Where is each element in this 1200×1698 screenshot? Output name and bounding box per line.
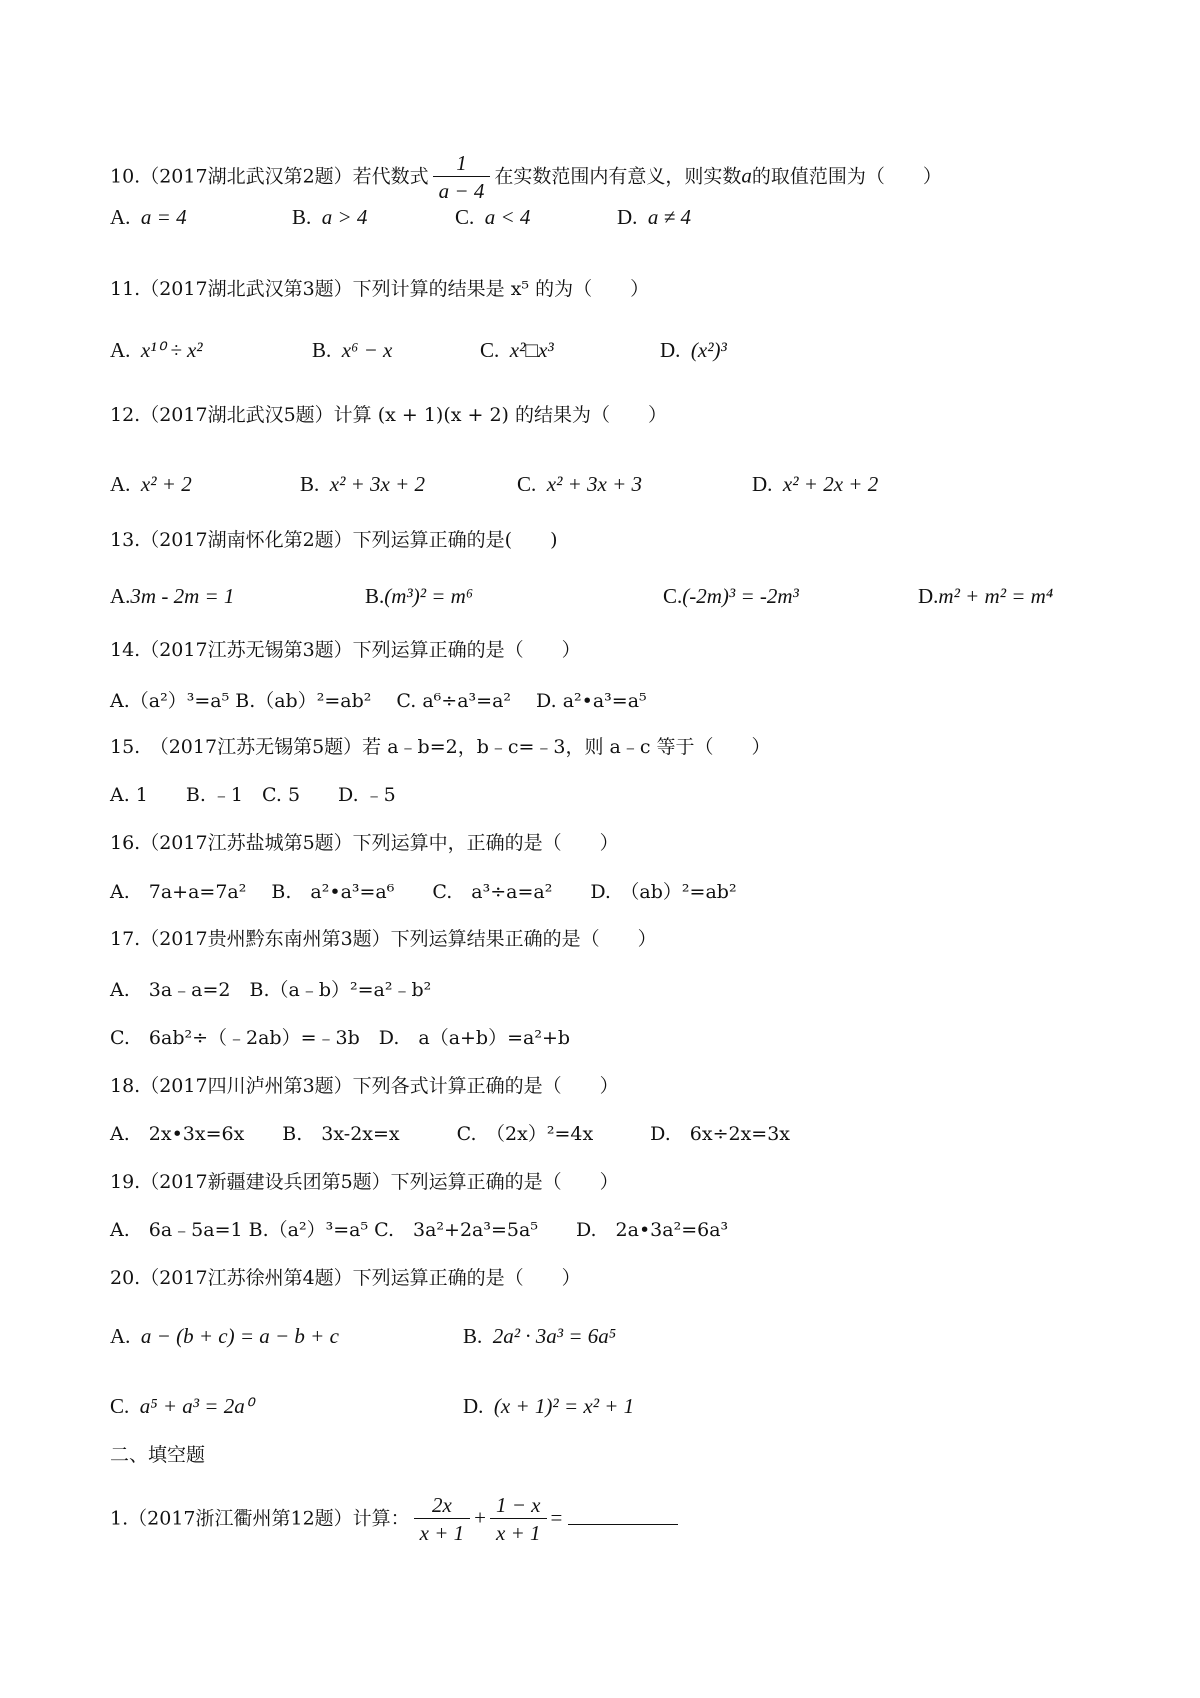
question-stem: （2017湖北武汉第2题）若代数式 [140,165,429,188]
question-stem: （2017四川泸州第3题）下列各式计算正确的是（ ） [140,1075,619,1097]
question-number: 12. [110,404,141,426]
question-stem-end: 的取值范围为（ ） [751,165,942,188]
answer-blank[interactable] [568,1504,678,1525]
question-stem: （2017贵州黔东南州第3题）下列运算结果正确的是（ ） [140,928,657,950]
question-11 [110,277,649,301]
plus-sign: + [474,1505,487,1530]
fraction-numerator: 1 [433,150,491,177]
option-d: D. (x + 1)² = x² + 1 [463,1394,635,1418]
option-d: D. (x²)³ [660,338,727,362]
option-b: B. x² + 3x + 2 [300,472,426,496]
option-c: C.(-2m)³ = -2m³ [663,584,799,608]
question-stem-continued: 在实数范围内有意义，则实数 [494,165,742,188]
question-stem: （2017浙江衢州第12题）计算： [128,1507,410,1530]
question-stem: （2017江苏盐城第5题）下列运算中，正确的是（ ） [140,832,619,854]
options-line: A. 7a+a=7a² B. a²•a³=a⁶ C. a³÷a=a² D. （ab）²=ab² [110,881,737,903]
question-stem: （2017江苏无锡第3题）下列运算正确的是（ ） [140,639,581,661]
question-16 [110,831,619,855]
question-number: 10. [110,165,141,188]
section-title: 二、填空题 [110,1444,206,1466]
question-number: 13. [110,529,141,551]
fraction-1 [414,1492,471,1547]
question-17 [110,927,657,951]
fraction-2 [490,1492,547,1547]
question-13 [110,528,558,552]
options-line: A. 2x•3x=6x B. 3x-2x=x C. （2x）²=4x D. 6x÷2x=3x [110,1123,791,1145]
question-18 [110,1074,619,1098]
options-line: A. 1 B. ﹣1 C. 5 D. ﹣5 [110,784,396,806]
question-number: 16. [110,832,141,854]
question-19 [110,1170,619,1194]
question-number: 18. [110,1075,141,1097]
option-a: A.3m - 2m = 1 [110,584,235,608]
option-d: D. a ≠ 4 [617,205,691,229]
option-a: A. x² + 2 [110,472,192,496]
question-stem: （2017湖北武汉第3题）下列计算的结果是 x⁵ 的为（ ） [140,278,650,300]
option-b: B. x⁶ − x [312,338,393,362]
question-number: 14. [110,639,141,661]
question-stem: （2017新疆建设兵团第5题）下列运算正确的是（ ） [140,1171,619,1193]
question-number: 20. [110,1267,141,1289]
question-number: 17. [110,928,141,950]
question-number: 19. [110,1171,141,1193]
option-d: D. x² + 2x + 2 [752,472,879,496]
fraction [433,150,491,205]
options-line: A.（a²）³=a⁵ B.（ab）²=ab² C. a⁶÷a³=a² D. a²•a³=a⁵ [110,690,647,712]
fraction-numerator: 2x [414,1492,471,1519]
fraction-denominator: x + 1 [496,1521,541,1545]
question-20 [110,1266,581,1290]
fraction-numerator: 1 − x [490,1492,547,1519]
options-line: A. 6a﹣5a=1 B.（a²）³=a⁵ C. 3a²+2a³=5a⁵ D. 2a•3a²=6a³ [110,1219,729,1241]
option-b: B. a > 4 [292,205,368,229]
option-c: C. a < 4 [455,205,531,229]
fraction-denominator: a − 4 [438,179,485,203]
question-number: 1. [110,1507,129,1530]
option-c: C. x² + 3x + 3 [517,472,643,496]
question-stem: （2017江苏徐州第4题）下列运算正确的是（ ） [140,1267,581,1289]
question-stem: （2017江苏无锡第5题）若 a﹣b=2，b﹣c=﹣3，则 a﹣c 等于（ ） [140,736,771,758]
option-c: C. a⁵ + a³ = 2a⁰ [110,1394,254,1418]
equals-sign: = [550,1505,563,1530]
options-line-2: C. 6ab²÷（﹣2ab）=﹣3b D. a（a+b）=a²+b [110,1027,571,1049]
fraction-denominator: x + 1 [419,1521,465,1545]
question-number: 15. [110,736,141,758]
question-number: 11. [110,278,141,300]
option-a: A. a = 4 [110,205,187,229]
option-b: B. 2a² · 3a³ = 6a⁵ [463,1324,617,1348]
option-a: A. x¹⁰ ÷ x² [110,338,203,362]
question-12 [110,403,667,427]
options-line: A. 3a﹣a=2 B.（a﹣b）²=a²﹣b² [110,979,432,1001]
option-d: D.m² + m² = m⁴ [918,584,1054,608]
option-b: B.(m³)² = m⁶ [365,584,474,608]
question-stem: （2017湖北武汉5题）计算 (x + 1)(x + 2) 的结果为（ ） [140,404,667,426]
question-14 [110,638,581,662]
variable: a [741,163,752,188]
option-c: C. x²□x³ [480,338,554,362]
question-15 [110,735,771,759]
question-stem: （2017湖南怀化第2题）下列运算正确的是( ) [140,529,558,551]
question-10 [110,150,942,205]
option-a: A. a − (b + c) = a − b + c [110,1324,339,1348]
fill-question-1 [110,1492,678,1547]
